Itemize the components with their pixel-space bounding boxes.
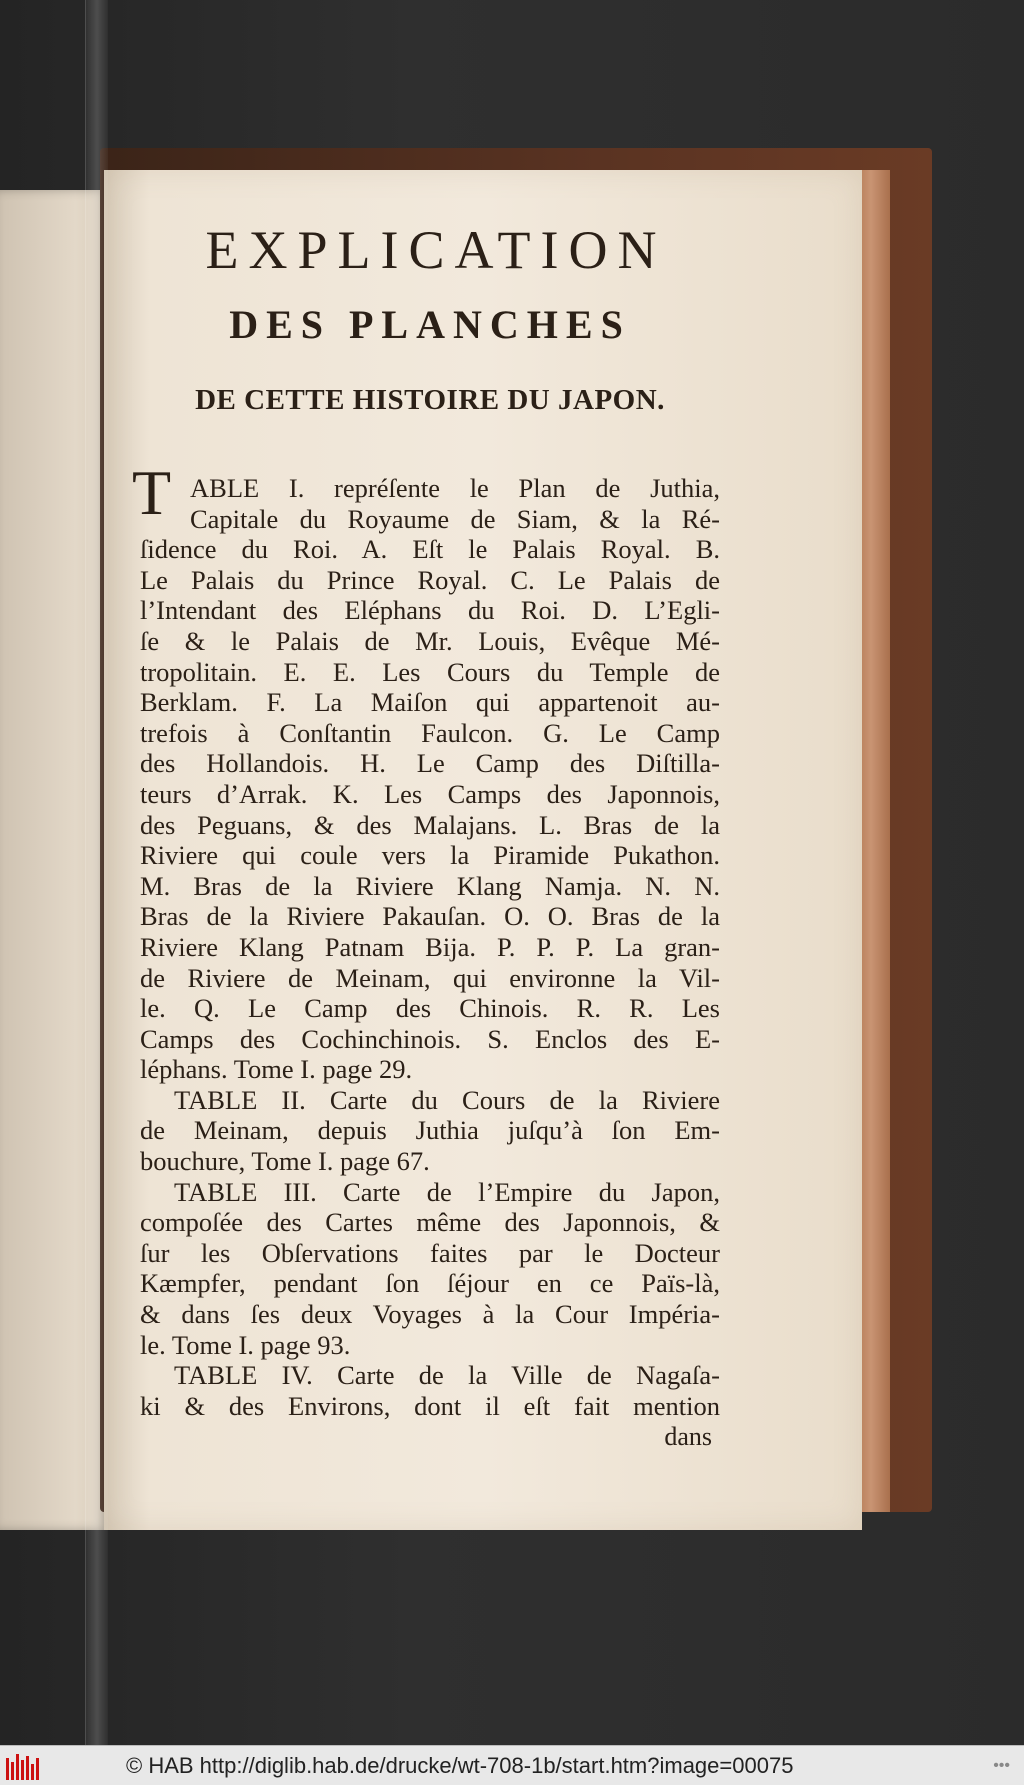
text-line: ſe & le Palais de Mr. Louis, Evêque Mé- — [140, 625, 720, 656]
text-line: TABLE II. Carte du Cours de la Riviere — [174, 1084, 720, 1115]
text-line: M. Bras de la Riviere Klang Namja. N. N. — [140, 870, 720, 901]
hab-logo-icon — [6, 1752, 44, 1780]
text-line: le. Q. Le Camp des Chinois. R. R. Les — [140, 993, 720, 1024]
text-line: compoſée des Cartes même des Japonnois, & — [140, 1207, 720, 1238]
plastic-strip — [85, 0, 108, 1745]
text-line: ABLE I. repréſente le Plan de Juthia, — [190, 473, 720, 503]
text-line: léphans. Tome I. page 29. — [140, 1054, 413, 1085]
page-block-edge — [858, 170, 890, 1512]
text-line: l’Intendant des Eléphans du Roi. D. L’Egli- — [140, 595, 720, 626]
text-line: trefois à Conſtantin Faulcon. G. Le Camp — [140, 717, 720, 748]
text-line: le. Tome I. page 93. — [140, 1329, 351, 1360]
text-line: Riviere Klang Patnam Bija. P. P. P. La gran- — [140, 931, 720, 962]
text-line: de Riviere de Meinam, qui environne la Vil- — [140, 962, 720, 993]
text-line: ſur les Obſervations faites par le Docteur — [140, 1237, 720, 1268]
heading-des-planches: DES PLANCHES — [229, 302, 631, 347]
text-line: ſidence du Roi. A. Eſt le Palais Royal. B. — [140, 534, 720, 565]
heading-explication: EXPLICATION — [205, 220, 667, 280]
text-line: Bras de la Riviere Pakauſan. O. O. Bras de la — [140, 901, 720, 932]
footer-bar — [0, 1745, 1024, 1785]
text-line: bouchure, Tome I. page 67. — [140, 1146, 430, 1177]
catchword: dans — [664, 1422, 712, 1452]
text-line: Berklam. F. La Maiſon qui appartenoit au- — [140, 687, 720, 718]
more-icon[interactable]: ••• — [993, 1756, 1010, 1774]
page-text — [132, 215, 720, 1453]
text-line: Kæmpfer, pendant ſon ſéjour en ce Païs-là, — [140, 1268, 720, 1299]
heading-histoire: DE CETTE HISTOIRE DU JAPON. — [195, 384, 665, 416]
text-line: des Peguans, & des Malajans. L. Bras de la — [140, 809, 720, 840]
text-line: Le Palais du Prince Royal. C. Le Palais de — [140, 564, 720, 595]
text-line: de Meinam, depuis Juthia juſqu’à ſon Em- — [140, 1115, 720, 1146]
body-text — [132, 457, 720, 1421]
text-line: des Hollandois. H. Le Camp des Diſtilla- — [140, 748, 720, 779]
text-line: tropolitain. E. E. Les Cours du Temple de — [140, 656, 720, 687]
text-line: TABLE III. Carte de l’Empire du Japon, — [174, 1176, 720, 1207]
text-line: ki & des Environs, dont il eſt fait mention — [140, 1390, 720, 1421]
text-line: teurs d’Arrak. K. Les Camps des Japonnois, — [140, 778, 720, 809]
text-line: Camps des Cochinchinois. S. Enclos des E- — [140, 1023, 720, 1054]
text-line: Riviere qui coule vers la Piramide Pukathon. — [140, 840, 720, 871]
text-line: TABLE IV. Carte de la Ville de Nagaſa- — [174, 1360, 720, 1391]
text-line: Capitale du Royaume de Siam, & la Ré- — [190, 503, 720, 534]
text-line: & dans ſes deux Voyages à la Cour Impéria- — [140, 1299, 720, 1330]
footer-credit-link[interactable]: © HAB http://diglib.hab.de/drucke/wt-708-1b/start.htm?image=00075 — [126, 1752, 794, 1778]
drop-cap: T — [132, 457, 172, 528]
